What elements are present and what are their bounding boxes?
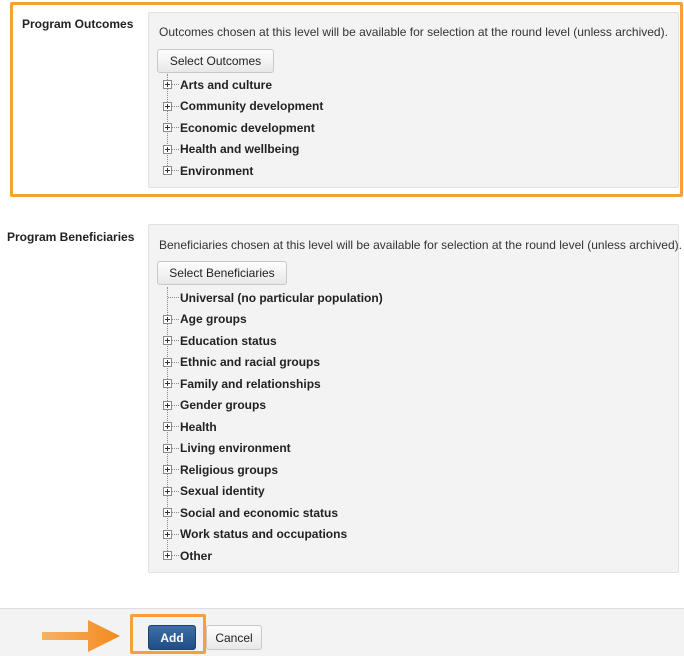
tree-item-label: Environment xyxy=(180,163,254,178)
tree-item-label: Sexual identity xyxy=(180,484,265,499)
beneficiary-tree-item[interactable] xyxy=(163,352,583,374)
program-beneficiaries-panel xyxy=(148,224,682,573)
outcome-tree-item[interactable] xyxy=(163,96,583,118)
tree-item-label: Gender groups xyxy=(180,398,267,413)
expand-plus-icon[interactable] xyxy=(163,315,172,324)
outcome-tree-item[interactable] xyxy=(163,117,583,139)
expand-plus-icon[interactable] xyxy=(163,551,172,560)
expand-plus-icon[interactable] xyxy=(163,102,172,111)
outcome-tree-item[interactable] xyxy=(163,74,583,96)
tree-item-label: Education status xyxy=(180,333,277,348)
beneficiary-tree-item[interactable] xyxy=(163,395,583,417)
expand-plus-icon[interactable] xyxy=(163,358,172,367)
select-beneficiaries-button[interactable]: Select Beneficiaries xyxy=(157,261,287,285)
expand-plus-icon[interactable] xyxy=(163,166,172,175)
program-beneficiaries-description: Beneficiaries chosen at this level will be available for selection at the round level (unless archived). xyxy=(159,238,682,252)
beneficiary-tree-item[interactable] xyxy=(163,459,583,481)
select-outcomes-button[interactable]: Select Outcomes xyxy=(157,49,274,73)
expand-plus-icon[interactable] xyxy=(163,508,172,517)
tree-item-label: Family and relationships xyxy=(180,376,321,391)
tree-item-label: Social and economic status xyxy=(180,505,339,520)
tree-item-label: Other xyxy=(180,548,213,563)
outcome-tree-item[interactable] xyxy=(163,160,583,182)
beneficiary-tree-item[interactable] xyxy=(163,416,583,438)
expand-plus-icon[interactable] xyxy=(163,80,172,89)
cancel-button[interactable]: Cancel xyxy=(206,625,262,650)
expand-plus-icon[interactable] xyxy=(163,145,172,154)
tree-item-label: Community development xyxy=(180,99,324,114)
tree-item-label: Universal (no particular population) xyxy=(180,290,383,305)
program-outcomes-panel xyxy=(148,12,679,188)
expand-plus-icon[interactable] xyxy=(163,530,172,539)
program-outcomes-label: Program Outcomes xyxy=(22,17,134,31)
tree-item-label: Age groups xyxy=(180,312,247,327)
expand-plus-icon[interactable] xyxy=(163,379,172,388)
beneficiary-tree-item[interactable] xyxy=(163,481,583,503)
tree-item-label: Health xyxy=(180,419,217,434)
expand-plus-icon[interactable] xyxy=(163,401,172,410)
program-beneficiaries-label: Program Beneficiaries xyxy=(7,230,135,244)
beneficiary-tree-item[interactable] xyxy=(163,373,583,395)
beneficiary-tree-item[interactable] xyxy=(163,287,583,309)
tree-item-label: Health and wellbeing xyxy=(180,142,300,157)
beneficiary-tree-item[interactable] xyxy=(163,309,583,331)
tree-item-label: Work status and occupations xyxy=(180,527,348,542)
add-button[interactable]: Add xyxy=(148,625,196,650)
program-outcomes-description: Outcomes chosen at this level will be available for selection at the round level (unless archived). xyxy=(159,25,668,39)
outcomes-tree xyxy=(163,74,583,182)
beneficiaries-tree xyxy=(163,287,583,567)
beneficiary-tree-item[interactable] xyxy=(163,524,583,546)
expand-plus-icon[interactable] xyxy=(163,123,172,132)
expand-plus-icon[interactable] xyxy=(163,422,172,431)
tree-item-label: Religious groups xyxy=(180,462,279,477)
expand-plus-icon[interactable] xyxy=(163,487,172,496)
tree-item-label: Living environment xyxy=(180,441,291,456)
beneficiary-tree-item[interactable] xyxy=(163,545,583,567)
tree-item-label: Ethnic and racial groups xyxy=(180,355,321,370)
pointer-arrow-icon xyxy=(42,614,122,656)
tree-item-label: Economic development xyxy=(180,120,315,135)
expand-plus-icon[interactable] xyxy=(163,444,172,453)
tree-item-label: Arts and culture xyxy=(180,77,273,92)
beneficiary-tree-item[interactable] xyxy=(163,330,583,352)
beneficiary-tree-item[interactable] xyxy=(163,438,583,460)
expand-plus-icon[interactable] xyxy=(163,336,172,345)
outcome-tree-item[interactable] xyxy=(163,139,583,161)
beneficiary-tree-item[interactable] xyxy=(163,502,583,524)
expand-plus-icon[interactable] xyxy=(163,465,172,474)
